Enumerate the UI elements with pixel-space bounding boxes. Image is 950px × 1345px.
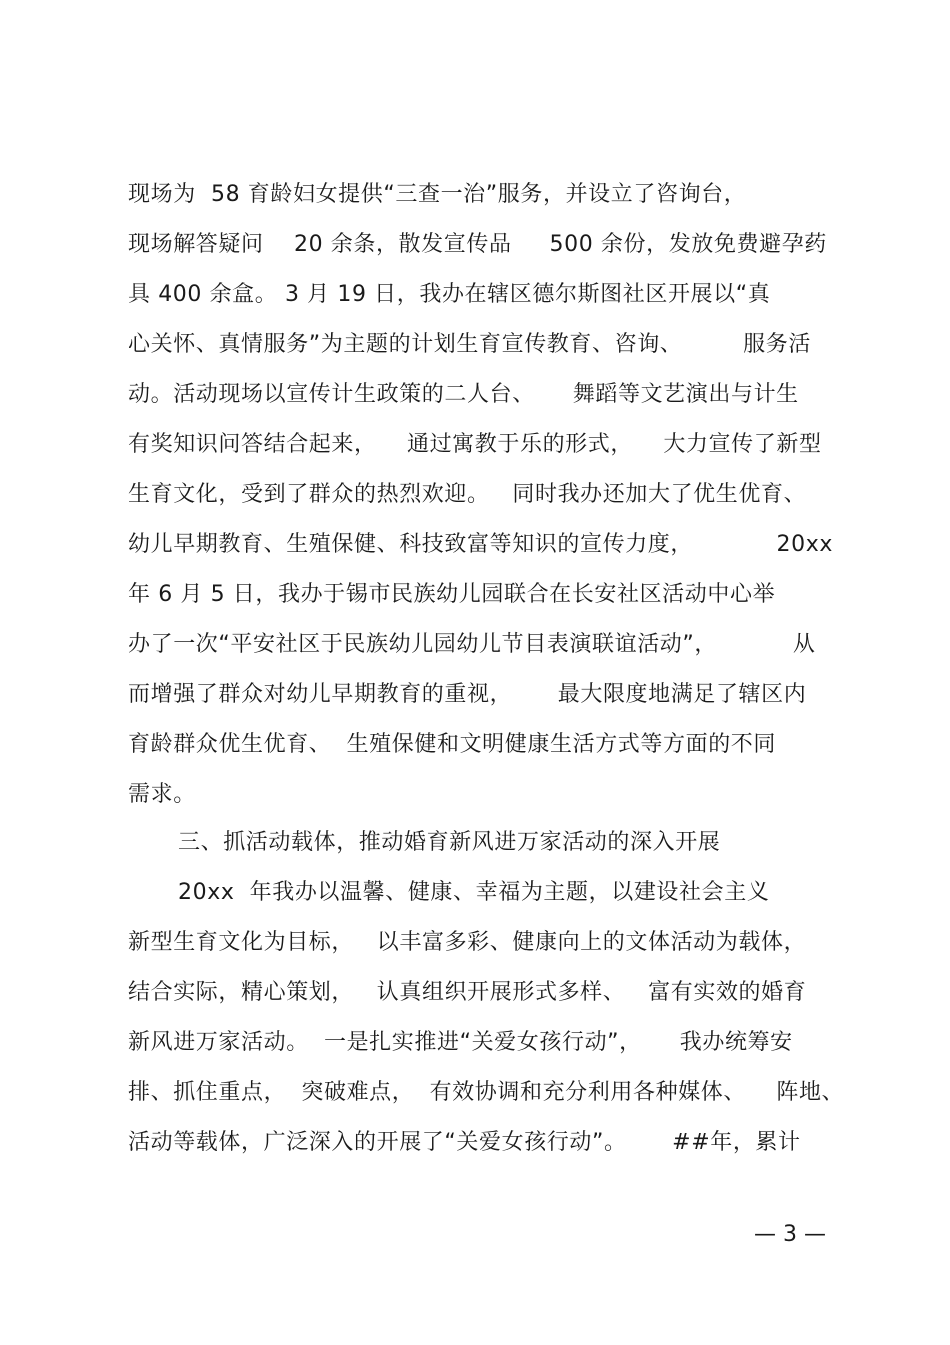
text-line: 而增强了群众对幼儿早期教育的重视， 最大限度地满足了辖区内 bbox=[128, 682, 807, 707]
text-line: 生育文化，受到了群众的热烈欢迎。 同时我办还加大了优生优育、 bbox=[128, 482, 807, 507]
page-number: — 3 — bbox=[754, 1222, 826, 1247]
text-line: 具 400 余盒。 3 月 19 日，我办在辖区德尔斯图社区开展以“真 bbox=[128, 282, 771, 307]
text-line: 20xx 年我办以温馨、健康、幸福为主题，以建设社会主义 bbox=[178, 880, 770, 905]
text-line: 现场解答疑问 20 余条，散发宣传品 500 余份，发放免费避孕药 bbox=[128, 232, 827, 257]
text-line: 新风进万家活动。 一是扎实推进“关爱女孩行动”， 我办统筹安 bbox=[128, 1030, 793, 1055]
text-line: 心关怀、真情服务”为主题的计划生育宣传教育、咨询、 服务活 bbox=[128, 332, 811, 357]
text-line: 办了一次“平安社区于民族幼儿园幼儿节目表演联谊活动”， 从 bbox=[128, 632, 816, 657]
text-line: 幼儿早期教育、生殖保健、科技致富等知识的宣传力度， 20xx bbox=[128, 532, 833, 557]
text-line: 动。活动现场以宣传计生政策的二人台、 舞蹈等文艺演出与计生 bbox=[128, 382, 799, 407]
text-line: 年 6 月 5 日，我办于锡市民族幼儿园联合在长安社区活动中心举 bbox=[128, 582, 776, 607]
text-line: 活动等载体，广泛深入的开展了“关爱女孩行动”。 ##年，累计 bbox=[128, 1130, 801, 1155]
text-line: 结合实际，精心策划， 认真组织开展形式多样、 富有实效的婚育 bbox=[128, 980, 807, 1005]
text-line: 现场为 58 育龄妇女提供“三查一治”服务，并设立了咨询台， bbox=[128, 182, 747, 207]
section-heading: 三、抓活动载体，推动婚育新风进万家活动的深入开展 bbox=[178, 830, 721, 855]
text-line: 新型生育文化为目标， 以丰富多彩、健康向上的文体活动为载体， bbox=[128, 930, 807, 955]
text-line: 育龄群众优生优育、 生殖保健和文明健康生活方式等方面的不同 bbox=[128, 732, 776, 757]
text-line: 需求。 bbox=[128, 782, 196, 807]
text-line: 排、抓住重点， 突破难点， 有效协调和充分利用各种媒体、 阵地、 bbox=[128, 1080, 845, 1105]
text-line: 有奖知识问答结合起来， 通过寓教于乐的形式， 大力宣传了新型 bbox=[128, 432, 822, 457]
